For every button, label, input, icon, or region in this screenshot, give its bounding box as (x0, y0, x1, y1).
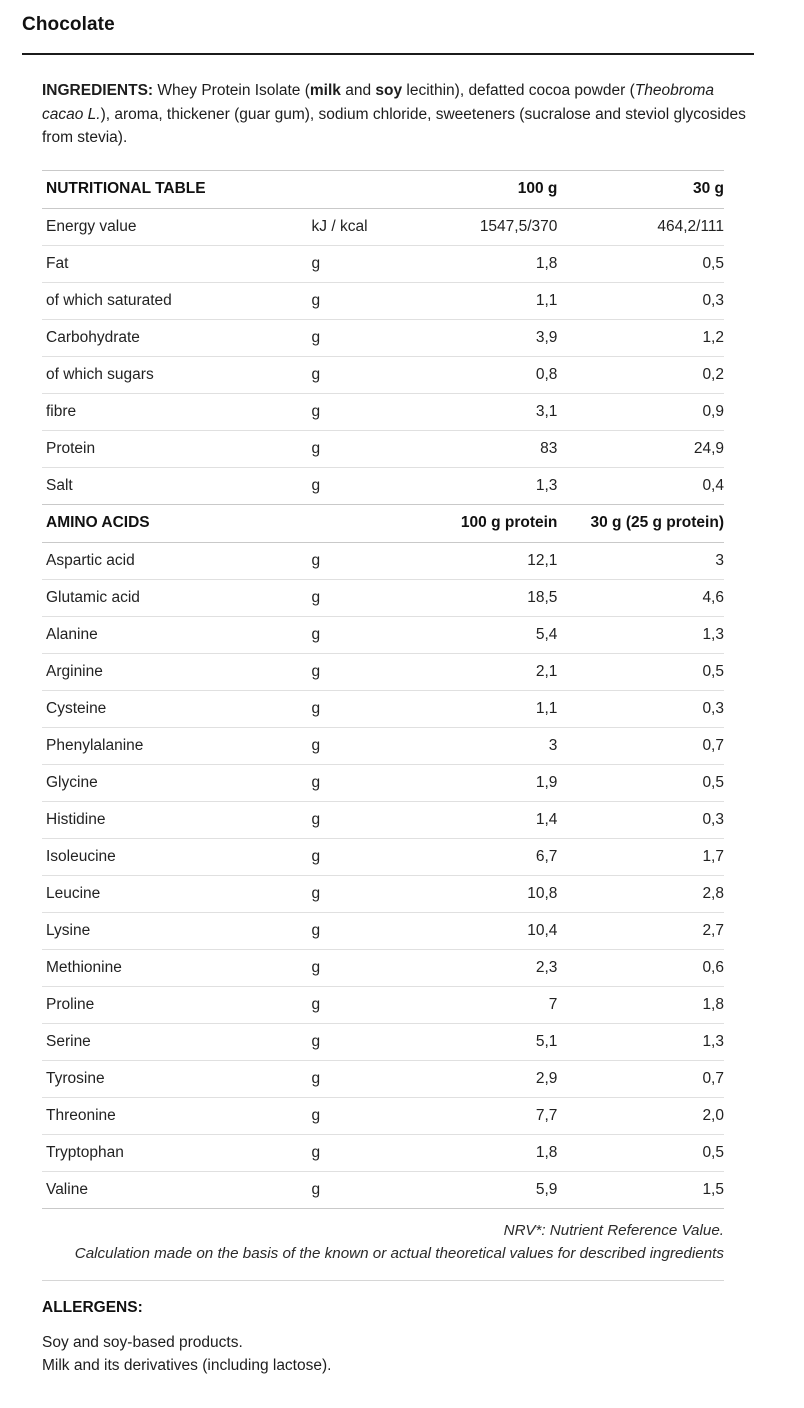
row-unit: g (312, 949, 403, 986)
row-unit: g (312, 616, 403, 653)
row-value-100g: 1,1 (403, 282, 564, 319)
row-value-100g-protein: 1,1 (403, 690, 564, 727)
row-label: Carbohydrate (42, 319, 312, 356)
row-label: Isoleucine (42, 838, 312, 875)
row-value-30g-protein: 2,7 (563, 912, 724, 949)
table-row (42, 764, 724, 801)
row-label: fibre (42, 393, 312, 430)
row-unit: g (312, 690, 403, 727)
row-unit: g (312, 393, 403, 430)
row-label: Threonine (42, 1097, 312, 1134)
row-value-100g-protein: 7 (403, 986, 564, 1023)
row-value-30g-protein: 0,5 (563, 1134, 724, 1171)
row-value-30g: 0,9 (563, 393, 724, 430)
row-value-100g-protein: 1,9 (403, 764, 564, 801)
table-row (42, 282, 724, 319)
row-value-100g-protein: 1,8 (403, 1134, 564, 1171)
row-label: Phenylalanine (42, 727, 312, 764)
nutrition-and-amino-table (42, 170, 724, 1209)
row-value-100g-protein: 12,1 (403, 542, 564, 579)
ingredients-paragraph (42, 79, 758, 150)
row-unit: g (312, 653, 403, 690)
row-unit: g (312, 801, 403, 838)
row-label: Histidine (42, 801, 312, 838)
row-unit: g (312, 542, 403, 579)
row-label: Tyrosine (42, 1060, 312, 1097)
row-value-30g-protein: 3 (563, 542, 724, 579)
amino-acids-header-unit (312, 504, 403, 542)
table-row (42, 579, 724, 616)
row-value-30g-protein: 0,7 (563, 1060, 724, 1097)
row-label: Proline (42, 986, 312, 1023)
table-row (42, 542, 724, 579)
row-value-100g-protein: 3 (403, 727, 564, 764)
table-row (42, 801, 724, 838)
row-label: Tryptophan (42, 1134, 312, 1171)
row-unit: g (312, 727, 403, 764)
row-value-30g: 464,2/111 (563, 208, 724, 245)
page-title: Chocolate (22, 14, 115, 35)
table-row (42, 393, 724, 430)
row-value-100g-protein: 10,4 (403, 912, 564, 949)
row-unit: g (312, 912, 403, 949)
row-value-30g-protein: 1,7 (563, 838, 724, 875)
table-row (42, 430, 724, 467)
row-value-30g-protein: 0,3 (563, 801, 724, 838)
row-value-30g-protein: 0,3 (563, 690, 724, 727)
row-value-100g: 83 (403, 430, 564, 467)
footnote-divider (42, 1280, 724, 1281)
row-unit: g (312, 430, 403, 467)
row-value-30g: 1,2 (563, 319, 724, 356)
row-value-30g-protein: 0,7 (563, 727, 724, 764)
table-row (42, 319, 724, 356)
row-value-100g-protein: 2,1 (403, 653, 564, 690)
table-row (42, 653, 724, 690)
row-value-30g-protein: 1,8 (563, 986, 724, 1023)
ingredients-text-4: ), aroma, thickener (guar gum), sodium chloride, sweeteners (sucralose and steviol glycosides from stevia). (42, 105, 746, 147)
row-unit: g (312, 764, 403, 801)
table-row (42, 727, 724, 764)
ingredients-text-2: and (340, 82, 376, 99)
ingredients-allergen-soy: soy (375, 82, 403, 99)
nrv-footnote (42, 1219, 724, 1266)
ingredients-latin-name: Theobroma cacao L. (42, 82, 715, 123)
table-row (42, 616, 724, 653)
table-row (42, 986, 724, 1023)
row-value-100g: 0,8 (403, 356, 564, 393)
row-unit: g (312, 1060, 403, 1097)
table-row (42, 1097, 724, 1134)
row-unit: g (312, 356, 403, 393)
row-label: Methionine (42, 949, 312, 986)
row-unit: kJ / kcal (312, 208, 403, 245)
row-label: Leucine (42, 875, 312, 912)
amino-acids-header-row (42, 504, 724, 542)
row-value-100g: 3,1 (403, 393, 564, 430)
table-row (42, 875, 724, 912)
row-unit: g (312, 319, 403, 356)
row-value-30g-protein: 2,0 (563, 1097, 724, 1134)
nutritional-table-header-col2: 30 g (563, 170, 724, 208)
row-value-100g: 1547,5/370 (403, 208, 564, 245)
row-value-30g: 24,9 (563, 430, 724, 467)
row-label: Lysine (42, 912, 312, 949)
row-unit: g (312, 1134, 403, 1171)
table-row (42, 949, 724, 986)
row-unit: g (312, 467, 403, 504)
ingredients-text-1: Whey Protein Isolate ( (153, 82, 310, 99)
amino-acids-header-name: AMINO ACIDS (42, 504, 312, 542)
row-value-30g-protein: 0,6 (563, 949, 724, 986)
row-label: Arginine (42, 653, 312, 690)
nrv-footnote-line2: Calculation made on the basis of the known or actual theoretical values for described ingredients (74, 1245, 724, 1263)
row-label: Salt (42, 467, 312, 504)
row-value-100g-protein: 7,7 (403, 1097, 564, 1134)
row-unit: g (312, 282, 403, 319)
row-unit: g (312, 838, 403, 875)
row-value-30g: 0,2 (563, 356, 724, 393)
table-row (42, 356, 724, 393)
row-unit: g (312, 579, 403, 616)
row-value-30g: 0,5 (563, 245, 724, 282)
row-value-100g-protein: 10,8 (403, 875, 564, 912)
row-label: Glycine (42, 764, 312, 801)
row-value-100g-protein: 5,4 (403, 616, 564, 653)
row-value-100g-protein: 6,7 (403, 838, 564, 875)
table-row (42, 1060, 724, 1097)
amino-acids-header-col2: 30 g (25 g protein) (563, 504, 724, 542)
row-label: Valine (42, 1171, 312, 1208)
ingredients-text-3: lecithin), defatted cocoa powder ( (402, 82, 635, 99)
row-value-30g: 0,3 (563, 282, 724, 319)
allergens-title: ALLERGENS: (42, 1298, 143, 1316)
table-row (42, 912, 724, 949)
ingredients-label: INGREDIENTS: (42, 82, 154, 99)
row-label: of which sugars (42, 356, 312, 393)
row-label: Cysteine (42, 690, 312, 727)
row-unit: g (312, 1097, 403, 1134)
row-label: of which saturated (42, 282, 312, 319)
table-row (42, 208, 724, 245)
row-value-100g: 3,9 (403, 319, 564, 356)
row-unit: g (312, 1023, 403, 1060)
allergens-body (42, 1331, 762, 1378)
row-unit: g (312, 875, 403, 912)
row-label: Alanine (42, 616, 312, 653)
row-label: Energy value (42, 208, 312, 245)
row-value-30g-protein: 2,8 (563, 875, 724, 912)
row-value-100g: 1,8 (403, 245, 564, 282)
row-value-100g-protein: 5,9 (403, 1171, 564, 1208)
row-value-100g-protein: 1,4 (403, 801, 564, 838)
row-value-30g-protein: 4,6 (563, 579, 724, 616)
ingredients-allergen-milk: milk (309, 82, 341, 99)
amino-acids-header-col1: 100 g protein (403, 504, 564, 542)
row-value-30g-protein: 1,3 (563, 616, 724, 653)
nutritional-table-header-name: NUTRITIONAL TABLE (42, 170, 312, 208)
row-value-30g-protein: 0,5 (563, 764, 724, 801)
title-divider (22, 53, 754, 55)
row-label: Aspartic acid (42, 542, 312, 579)
row-value-30g-protein: 1,3 (563, 1023, 724, 1060)
table-row (42, 1134, 724, 1171)
row-unit: g (312, 1171, 403, 1208)
nutritional-table-header-row (42, 170, 724, 208)
row-value-30g-protein: 1,5 (563, 1171, 724, 1208)
nutritional-table-header-col1: 100 g (403, 170, 564, 208)
allergen-line-2: Milk and its derivatives (including lactose). (42, 1357, 332, 1375)
row-label: Fat (42, 245, 312, 282)
row-value-100g-protein: 18,5 (403, 579, 564, 616)
table-row (42, 245, 724, 282)
row-label: Protein (42, 430, 312, 467)
row-unit: g (312, 245, 403, 282)
allergen-line-1: Soy and soy-based products. (42, 1333, 243, 1351)
row-unit: g (312, 986, 403, 1023)
row-value-100g-protein: 2,3 (403, 949, 564, 986)
row-value-100g: 1,3 (403, 467, 564, 504)
table-row (42, 467, 724, 504)
table-row (42, 1023, 724, 1060)
nutritional-table-header-unit (312, 170, 403, 208)
nrv-footnote-line1: NRV*: Nutrient Reference Value. (503, 1221, 724, 1239)
table-row (42, 838, 724, 875)
row-label: Serine (42, 1023, 312, 1060)
row-value-100g-protein: 5,1 (403, 1023, 564, 1060)
table-row (42, 690, 724, 727)
row-value-30g: 0,4 (563, 467, 724, 504)
table-row (42, 1171, 724, 1208)
row-value-100g-protein: 2,9 (403, 1060, 564, 1097)
row-label: Glutamic acid (42, 579, 312, 616)
row-value-30g-protein: 0,5 (563, 653, 724, 690)
